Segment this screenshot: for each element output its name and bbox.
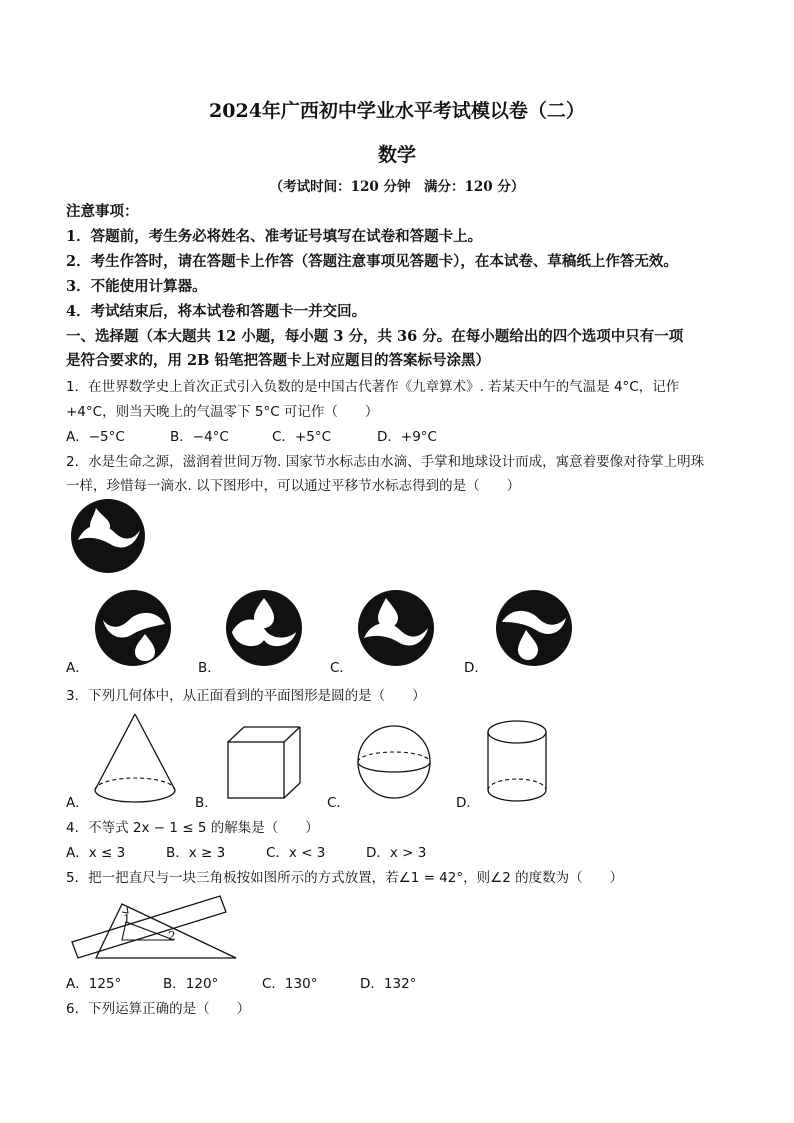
cylinder-figure — [484, 716, 554, 808]
ruler-triangle-figure — [70, 890, 240, 962]
q2-line2: 一样，珍惜每一滴水. 以下图形中，可以通过平移节水标志得到的是（ ） — [66, 478, 521, 494]
angle-2-label: 2 — [168, 929, 176, 943]
note-item-1: 1．答题前，考生务必将姓名、准考证号填写在试卷和答题卡上。 — [66, 228, 483, 245]
exam-subject: 数学 — [377, 144, 416, 166]
q3-option-c-label: C． — [327, 795, 350, 811]
q2-option-c-label: C． — [330, 660, 353, 676]
q6-text: 6．下列运算正确的是（ ） — [66, 1001, 251, 1017]
angle-1-label: 1 — [123, 912, 131, 926]
q1-option-d: D．+9°C — [377, 429, 437, 445]
water-logo-option-d — [494, 588, 574, 668]
q5-option-a: A．125° — [66, 976, 122, 992]
q2-option-a-label: A． — [66, 660, 89, 676]
cube-figure — [226, 724, 306, 804]
section-heading-line2: 是符合要求的，用 2B 铅笔把答题卡上对应题目的答案标号涂黑） — [66, 352, 490, 369]
exam-title: 2024年广西初中学业水平考试模以卷（二） — [209, 100, 585, 122]
q5-option-d: D．132° — [360, 976, 417, 992]
water-logo-option-c — [356, 588, 436, 668]
note-item-2: 2．考生作答时，请在答题卡上作答（答题注意事项见答题卡），在本试卷、草稿纸上作答无效。 — [66, 253, 678, 270]
section-heading-line1: 一、选择题（本大题共 12 小题，每小题 3 分，共 36 分。在每小题给出的四个选项中只有一项 — [66, 328, 684, 345]
q2-line1: 2．水是生命之源，滋润着世间万物. 国家节水标志由水滴、手掌和地球设计而成，寓意着要像对待掌上明珠 — [66, 454, 705, 470]
q5-option-b: B．120° — [163, 976, 219, 992]
q2-option-d-label: D． — [464, 660, 488, 676]
q4-option-a: A．x ≤ 3 — [66, 845, 126, 861]
water-logo-option-a — [93, 588, 173, 668]
q1-option-b: B．−4°C — [170, 429, 229, 445]
q5-option-c: C．130° — [262, 976, 318, 992]
water-logo-original — [68, 496, 148, 576]
sphere-figure — [354, 722, 434, 802]
q4-text: 4．不等式 2x − 1 ≤ 5 的解集是（ ） — [66, 820, 319, 836]
q2-option-b-label: B． — [198, 660, 221, 676]
notes-heading: 注意事项： — [66, 203, 139, 220]
q1-line1: 1．在世界数学史上首次正式引入负数的是中国古代著作《九章算术》. 若某天中午的气温是 4°C，记作 — [66, 379, 680, 395]
note-item-3: 3．不能使用计算器。 — [66, 278, 207, 295]
q4-option-d: D．x > 3 — [366, 845, 427, 861]
exam-info: （考试时间：120 分钟 满分：120 分） — [269, 179, 525, 195]
q1-option-c: C．+5°C — [272, 429, 332, 445]
q1-option-a: A．−5°C — [66, 429, 125, 445]
cone-figure — [90, 710, 180, 810]
note-item-4: 4．考试结束后，将本试卷和答题卡一并交回。 — [66, 303, 367, 320]
q4-option-b: B．x ≥ 3 — [166, 845, 226, 861]
q3-option-a-label: A． — [66, 795, 89, 811]
q1-line2: +4°C，则当天晚上的气温零下 5°C 可记作（ ） — [66, 404, 379, 420]
q3-text: 3．下列几何体中，从正面看到的平面图形是圆的是（ ） — [66, 688, 426, 704]
water-logo-option-b — [224, 588, 304, 668]
q5-text: 5．把一把直尺与一块三角板按如图所示的方式放置，若∠1 = 42°，则∠2 的度数为（ ） — [66, 870, 624, 886]
q4-option-c: C．x < 3 — [266, 845, 326, 861]
q3-option-b-label: B． — [195, 795, 218, 811]
q3-option-d-label: D． — [456, 795, 480, 811]
